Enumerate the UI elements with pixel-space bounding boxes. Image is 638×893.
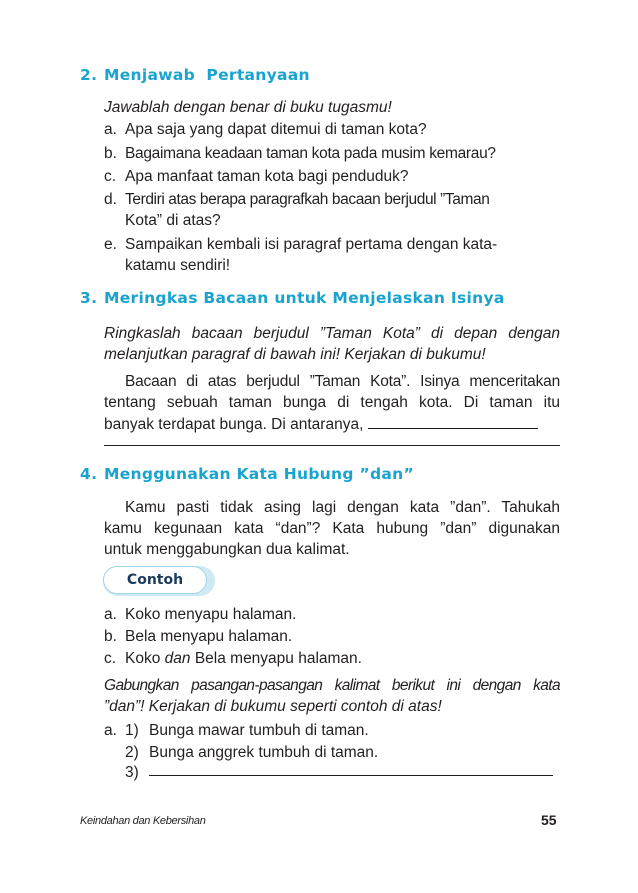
question-d-letter: d. (104, 191, 117, 208)
section-4-paragraph-line1: Kamu pasti tidak asing lagi dengan kata ”dan”. Tahukah (125, 499, 560, 516)
section-4-paragraph-line2: kamu kegunaan kata “dan”? Kata hubung ”dan” digunakan (104, 520, 560, 537)
example-c-pre: Koko (125, 650, 165, 667)
contoh-badge: Contoh (103, 566, 207, 594)
section-3-paragraph-line3 (104, 414, 538, 435)
section-3-title: Meringkas Bacaan untuk Menjelaskan Isinya (104, 289, 505, 307)
section-4-title: Menggunakan Kata Hubung ”dan” (104, 465, 414, 483)
question-a-text: Apa saja yang dapat ditemui di taman kota? (125, 121, 427, 138)
section-3-instruction-line1: Ringkaslah bacaan berjudul ”Taman Kota” di depan dengan (104, 325, 560, 342)
footer-book-title: Keindahan dan Kebersihan (80, 815, 206, 827)
question-b-letter: b. (104, 145, 117, 162)
answer-blank-inline (368, 414, 538, 429)
exercise-item-2-number: 2) (125, 744, 139, 761)
section-3-paragraph-line1: Bacaan di atas berjudul ”Taman Kota”. Isinya menceritakan (125, 373, 560, 390)
answer-blank-line (104, 445, 560, 446)
question-d-text-line2: Kota” di atas? (125, 212, 221, 229)
exercise-item-3-blank (149, 775, 553, 776)
question-b-text: Bagaimana keadaan taman kota pada musim kemarau? (125, 145, 496, 162)
question-e-text-line1: Sampaikan kembali isi paragraf pertama dengan kata- (125, 236, 498, 253)
question-c-letter: c. (104, 168, 117, 185)
section-4-instruction-line1: Gabungkan pasangan-pasangan kalimat berikut ini dengan kata (104, 677, 560, 694)
exercise-a-letter: a. (104, 722, 117, 739)
section-3-instruction-line2: melanjutkan paragraf di bawah ini! Kerjakan di bukumu! (104, 346, 486, 363)
exercise-item-1-text: Bunga mawar tumbuh di taman. (149, 722, 369, 739)
section-2-title: Menjawab Pertanyaan (104, 66, 310, 84)
question-a-letter: a. (104, 121, 117, 138)
question-e-text-line2: katamu sendiri! (125, 257, 231, 274)
example-a-letter: a. (104, 606, 117, 623)
section-3-paragraph-line2: tentang sebuah taman bunga di tengah kota. Di taman itu (104, 394, 560, 411)
section-4-instruction-line2: ”dan”! Kerjakan di bukumu seperti contoh di atas! (104, 698, 442, 715)
example-c-conjunction: dan (164, 650, 191, 667)
section-4-paragraph-line3: untuk menggabungkan dua kalimat. (104, 541, 350, 558)
section-4-number: 4. (80, 465, 98, 483)
section-3-number: 3. (80, 289, 98, 307)
question-d-text-line1: Terdiri atas berapa paragrafkah bacaan berjudul ”Taman (125, 191, 490, 208)
example-c-text (125, 649, 362, 669)
section-3-heading (80, 289, 505, 307)
section-3-paragraph-line3-text: banyak terdapat bunga. Di antaranya, (104, 416, 364, 433)
question-e-letter: e. (104, 236, 117, 253)
example-a-text: Koko menyapu halaman. (125, 606, 297, 623)
example-b-letter: b. (104, 628, 117, 645)
example-b-text: Bela menyapu halaman. (125, 628, 293, 645)
question-c-text: Apa manfaat taman kota bagi penduduk? (125, 168, 409, 185)
example-c-post: Bela menyapu halaman. (190, 650, 362, 667)
exercise-item-2-text: Bunga anggrek tumbuh di taman. (149, 744, 379, 761)
section-2-number: 2. (80, 66, 98, 84)
exercise-item-3-number: 3) (125, 764, 139, 781)
section-4-heading (80, 465, 414, 483)
exercise-item-1-number: 1) (125, 722, 139, 739)
section-2-instruction: Jawablah dengan benar di buku tugasmu! (104, 99, 392, 116)
footer-page-number: 55 (541, 812, 557, 828)
section-2-heading (80, 66, 310, 84)
example-c-letter: c. (104, 650, 117, 667)
